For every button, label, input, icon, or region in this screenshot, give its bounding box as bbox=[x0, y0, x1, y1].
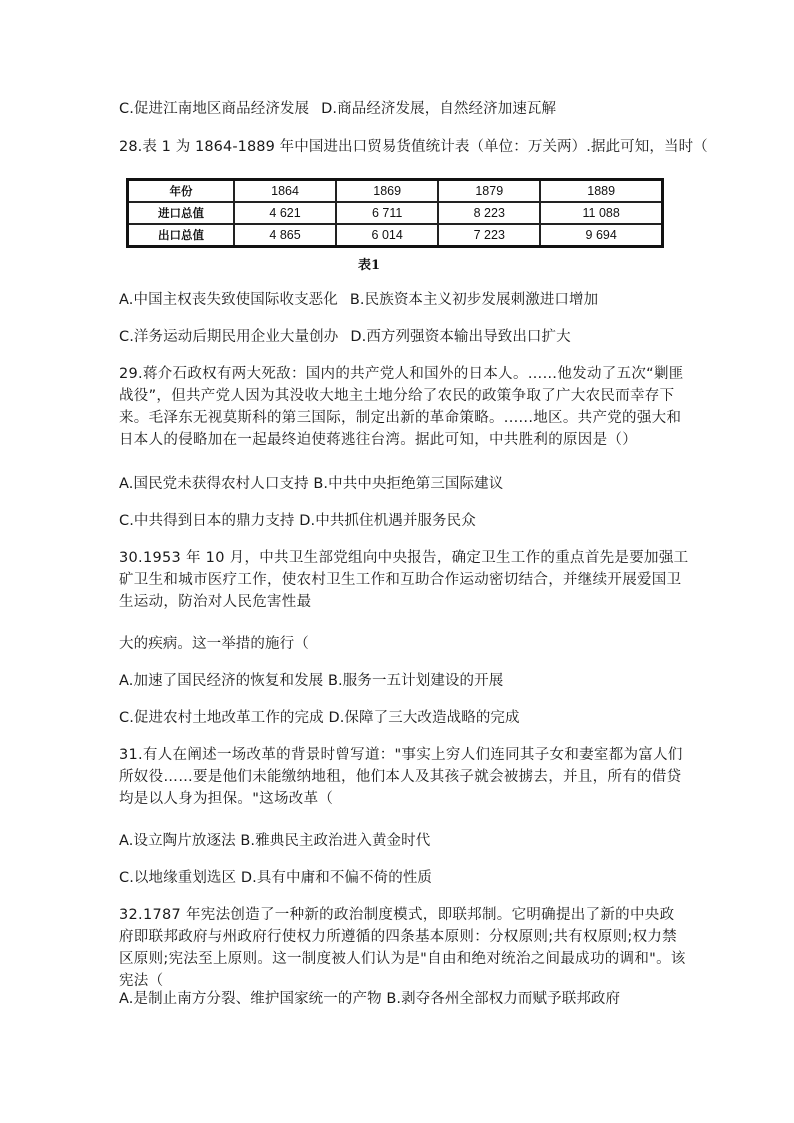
trade-table-container bbox=[126, 178, 664, 248]
table-cell: 11 088 bbox=[540, 202, 662, 224]
q31-options-cd[interactable]: C.以地缘重划选区 D.具有中庸和不偏不倚的性质 bbox=[119, 870, 433, 886]
q28-options-cd bbox=[119, 327, 571, 347]
q31-options-ab[interactable]: A.设立陶片放逐法 B.雅典民主政治进入黄金时代 bbox=[119, 833, 431, 849]
table-header-label: 年份 bbox=[128, 180, 235, 203]
q29-options-ab[interactable]: A.国民党未获得农村人口支持 B.中共中央拒绝第三国际建议 bbox=[119, 476, 504, 492]
table-cell: 4 621 bbox=[234, 202, 336, 224]
trade-statistics-table bbox=[126, 178, 664, 248]
table-cell: 6 014 bbox=[336, 224, 438, 247]
q28-option-b[interactable]: B.民族资本主义初步发展刺激进口增加 bbox=[349, 292, 599, 308]
q30-options-ab[interactable]: A.加速了国民经济的恢复和发展 B.服务一五计划建设的开展 bbox=[119, 673, 504, 689]
table-caption: 表1 bbox=[358, 258, 381, 273]
q28-stem: 28.表 1 为 1864-1889 年中国进出口贸易货值统计表（单位：万关两）.据此可知，当时（ bbox=[119, 139, 708, 155]
table-row bbox=[128, 224, 663, 247]
q31-stem: 31.有人在阐述一场改革的背景时曾写道："事实上穷人们连同其子女和妻室都为富人们所奴役……要是他们未能缴纳地租，他们本人及其孩子就会被掳去，并且，所有的借贷均是以人身为担保。"这场改革（ bbox=[119, 747, 683, 807]
table-cell: 7 223 bbox=[438, 224, 540, 247]
table-cell: 8 223 bbox=[438, 202, 540, 224]
table-year-cell: 1869 bbox=[336, 180, 438, 203]
q29-stem: 29.蒋介石政权有两大死敌：国内的共产党人和国外的日本人。……他发动了五次“剿匪战役”，但共产党人因为其没收大地主土地分给了农民的政策争取了广大农民而幸存下来。毛泽东无视莫斯科的第三国际，制定出新的革命策略。......地区。共产党的强大和日本人的侵略加在一起最终迫使蒋逃往台湾。据此可知，中共胜利的原因是（） bbox=[119, 366, 684, 448]
table-year-cell: 1889 bbox=[540, 180, 662, 203]
q28-options-ab bbox=[119, 290, 598, 310]
q27-options-cd bbox=[119, 99, 556, 119]
q30-options-cd[interactable]: C.促进农村土地改革工作的完成 D.保障了三大改造战略的完成 bbox=[119, 710, 520, 726]
q30-stem: 30.1953 年 10 月，中共卫生部党组向中央报告，确定卫生工作的重点首先是要加强工矿卫生和城市医疗工作，使农村卫生工作和互助合作运动密切结合，并继续开展爱国卫生运动，防治对人民危害性最 bbox=[119, 550, 689, 610]
table-row bbox=[128, 202, 663, 224]
q28-option-a[interactable]: A.中国主权丧失致使国际收支恶化 bbox=[119, 292, 338, 308]
table-cell: 6 711 bbox=[336, 202, 438, 224]
table-row-label: 出口总值 bbox=[128, 224, 235, 247]
table-year-cell: 1864 bbox=[234, 180, 336, 203]
q27-option-d[interactable]: D.商品经济发展，自然经济加速瓦解 bbox=[321, 101, 557, 117]
q30-stem-continued: 大的疾病。这一举措的施行（ bbox=[119, 636, 309, 652]
table-year-cell: 1879 bbox=[438, 180, 540, 203]
q27-option-c[interactable]: C.促进江南地区商品经济发展 bbox=[119, 101, 310, 117]
q28-option-d[interactable]: D.西方列强资本输出导致出口扩大 bbox=[350, 329, 571, 345]
table-row-label: 进口总值 bbox=[128, 202, 235, 224]
q28-option-c[interactable]: C.洋务运动后期民用企业大量创办 bbox=[119, 329, 339, 345]
table-header-row bbox=[128, 180, 663, 203]
q32-stem: 32.1787 年宪法创造了一种新的政治制度模式，即联邦制。它明确提出了新的中央政府即联邦政府与州政府行使权力所遵循的四条基本原则：分权原则;共有权原则;权力禁区原则;宪法至上原则。这一制度被人们认为是"自由和绝对统治之间最成功的调和"。该宪法（ bbox=[119, 907, 686, 989]
table-cell: 9 694 bbox=[540, 224, 662, 247]
q32-options-ab[interactable]: A.是制止南方分裂、维护国家统一的产物 B.剥夺各州全部权力而赋予联邦政府 bbox=[119, 991, 621, 1007]
q29-options-cd[interactable]: C.中共得到日本的鼎力支持 D.中共抓住机遇并服务民众 bbox=[119, 513, 476, 529]
table-cell: 4 865 bbox=[234, 224, 336, 247]
